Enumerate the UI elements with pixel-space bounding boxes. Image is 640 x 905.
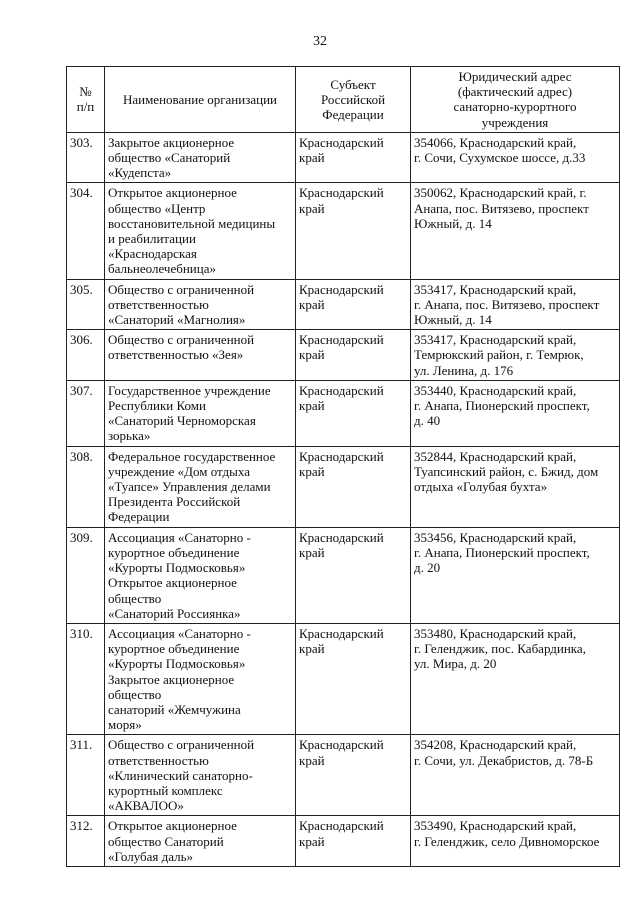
organizations-table [66, 66, 620, 867]
cell-subject: Краснодарский край [296, 380, 411, 446]
cell-name: Государственное учреждение Республики Коми «Санаторий Черноморская зорька» [105, 380, 296, 446]
cell-name: Общество с ограниченной ответственностью «Зея» [105, 330, 296, 381]
cell-subject: Краснодарский край [296, 132, 411, 183]
cell-name: Ассоциация «Санаторно - курортное объединение «Курорты Подмосковья» Открытое акционерное общество «Санаторий Россиянка» [105, 527, 296, 623]
cell-num: 311. [67, 735, 105, 816]
cell-address: 353417, Краснодарский край, Темрюкский район, г. Темрюк, ул. Ленина, д. 176 [411, 330, 620, 381]
cell-num: 312. [67, 816, 105, 867]
cell-subject: Краснодарский край [296, 623, 411, 734]
cell-subject: Краснодарский край [296, 330, 411, 381]
cell-address: 353480, Краснодарский край, г. Геленджик, пос. Кабардинка, ул. Мира, д. 20 [411, 623, 620, 734]
table-row [67, 735, 620, 816]
table-row [67, 330, 620, 381]
cell-name: Открытое акционерное общество Санаторий «Голубая даль» [105, 816, 296, 867]
cell-subject: Краснодарский край [296, 183, 411, 279]
cell-name: Федеральное государственное учреждение «Дом отдыха «Туапсе» Управления делами Президента Российской Федерации [105, 446, 296, 527]
table-row [67, 527, 620, 623]
header-subject: Субъект Российской Федерации [296, 67, 411, 133]
cell-subject: Краснодарский край [296, 279, 411, 330]
header-num: № п/п [67, 67, 105, 133]
page-number: 32 [313, 34, 327, 49]
cell-name: Общество с ограниченной ответственностью «Санаторий «Магнолия» [105, 279, 296, 330]
table-row [67, 279, 620, 330]
cell-num: 308. [67, 446, 105, 527]
cell-num: 306. [67, 330, 105, 381]
cell-num: 309. [67, 527, 105, 623]
cell-subject: Краснодарский край [296, 527, 411, 623]
table-row [67, 183, 620, 279]
cell-name: Закрытое акционерное общество «Санаторий «Кудепста» [105, 132, 296, 183]
table-row [67, 446, 620, 527]
table-row [67, 380, 620, 446]
header-name: Наименование организации [105, 67, 296, 133]
cell-address: 350062, Краснодарский край, г. Анапа, пос. Витязево, проспект Южный, д. 14 [411, 183, 620, 279]
cell-address: 353490, Краснодарский край, г. Геленджик, село Дивноморское [411, 816, 620, 867]
cell-address: 353456, Краснодарский край, г. Анапа, Пионерский проспект, д. 20 [411, 527, 620, 623]
cell-address: 354208, Краснодарский край, г. Сочи, ул. Декабристов, д. 78-Б [411, 735, 620, 816]
table-row [67, 816, 620, 867]
cell-address: 354066, Краснодарский край, г. Сочи, Сухумское шоссе, д.33 [411, 132, 620, 183]
cell-name: Общество с ограниченной ответственностью «Клинический санаторно- курортный комплекс «АКВАЛОО» [105, 735, 296, 816]
cell-subject: Краснодарский край [296, 816, 411, 867]
cell-subject: Краснодарский край [296, 446, 411, 527]
cell-name: Открытое акционерное общество «Центр восстановительной медицины и реабилитации «Краснодарская бальнеолечебница» [105, 183, 296, 279]
table-row [67, 623, 620, 734]
cell-num: 307. [67, 380, 105, 446]
table-row [67, 132, 620, 183]
cell-address: 353440, Краснодарский край, г. Анапа, Пионерский проспект, д. 40 [411, 380, 620, 446]
cell-num: 304. [67, 183, 105, 279]
cell-name: Ассоциация «Санаторно - курортное объединение «Курорты Подмосковья» Закрытое акционерное общество санаторий «Жемчужина моря» [105, 623, 296, 734]
cell-address: 352844, Краснодарский край, Туапсинский район, с. Бжид, дом отдыха «Голубая бухта» [411, 446, 620, 527]
cell-num: 303. [67, 132, 105, 183]
cell-address: 353417, Краснодарский край, г. Анапа, пос. Витязево, проспект Южный, д. 14 [411, 279, 620, 330]
table-header-row [67, 67, 620, 133]
cell-subject: Краснодарский край [296, 735, 411, 816]
cell-num: 310. [67, 623, 105, 734]
header-address: Юридический адрес (фактический адрес) санаторно-курортного учреждения [411, 67, 620, 133]
cell-num: 305. [67, 279, 105, 330]
